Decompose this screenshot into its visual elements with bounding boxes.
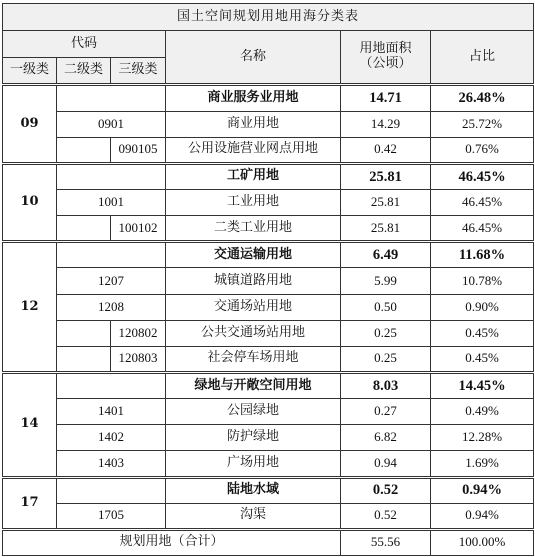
total-ratio: 100.00% <box>431 529 534 555</box>
title-row <box>3 4 534 31</box>
category-ratio: 11.68% <box>431 242 534 268</box>
category-name: 工矿用地 <box>166 163 341 189</box>
land-use-name: 交通场站用地 <box>166 294 341 320</box>
table-row <box>3 216 534 242</box>
table-row <box>3 425 534 451</box>
header-name: 名称 <box>166 31 341 85</box>
header-level3: 三级类 <box>111 58 166 85</box>
empty-code-cell <box>57 242 166 268</box>
header-ratio: 占比 <box>431 31 534 85</box>
empty-code-cell <box>57 372 166 398</box>
total-row <box>3 529 534 555</box>
level1-code: 14 <box>3 372 57 477</box>
category-area: 6.49 <box>341 242 431 268</box>
land-use-ratio: 0.90% <box>431 294 534 320</box>
land-use-name: 商业用地 <box>166 111 341 137</box>
land-use-area: 5.99 <box>341 268 431 294</box>
land-use-ratio: 10.78% <box>431 268 534 294</box>
land-use-ratio: 12.28% <box>431 425 534 451</box>
empty-code-cell <box>57 85 166 111</box>
category-area: 14.71 <box>341 85 431 111</box>
level2-code: 1001 <box>57 189 166 215</box>
land-use-area: 0.42 <box>341 137 431 163</box>
table-row <box>3 320 534 346</box>
land-use-ratio: 0.94% <box>431 503 534 529</box>
land-use-classification-table <box>2 3 534 556</box>
header-code: 代码 <box>3 31 166 58</box>
level2-code: 1705 <box>57 503 166 529</box>
table-row <box>3 268 534 294</box>
level1-code: 09 <box>3 85 57 163</box>
land-use-name: 防护绿地 <box>166 425 341 451</box>
category-row <box>3 163 534 189</box>
category-ratio: 46.45% <box>431 163 534 189</box>
land-use-area: 0.50 <box>341 294 431 320</box>
category-area: 25.81 <box>341 163 431 189</box>
land-use-name: 广场用地 <box>166 451 341 477</box>
level2-code: 1401 <box>57 399 166 425</box>
header-area-line2: （公顷） <box>359 56 412 72</box>
level2-code: 1208 <box>57 294 166 320</box>
land-use-ratio: 0.45% <box>431 320 534 346</box>
land-use-name: 公用设施营业网点用地 <box>166 137 341 163</box>
empty-code-cell <box>57 137 111 163</box>
level2-code: 0901 <box>57 111 166 137</box>
level2-code: 1403 <box>57 451 166 477</box>
category-name: 绿地与开敞空间用地 <box>166 372 341 398</box>
land-use-name: 二类工业用地 <box>166 216 341 242</box>
land-use-area: 6.82 <box>341 425 431 451</box>
category-area: 0.52 <box>341 477 431 503</box>
category-ratio: 0.94% <box>431 477 534 503</box>
table-row <box>3 346 534 372</box>
empty-code-cell <box>57 346 111 372</box>
land-use-area: 0.25 <box>341 320 431 346</box>
land-use-name: 公共交通场站用地 <box>166 320 341 346</box>
header-row-1 <box>3 31 534 58</box>
header-level1: 一级类 <box>3 58 57 85</box>
land-use-area: 25.81 <box>341 216 431 242</box>
level1-code: 10 <box>3 163 57 241</box>
land-use-ratio: 1.69% <box>431 451 534 477</box>
empty-code-cell <box>57 320 111 346</box>
empty-code-cell <box>57 163 166 189</box>
land-use-name: 公园绿地 <box>166 399 341 425</box>
category-row <box>3 242 534 268</box>
land-use-name: 沟渠 <box>166 503 341 529</box>
level1-code: 17 <box>3 477 57 529</box>
land-use-area: 25.81 <box>341 189 431 215</box>
header-area-line1: 用地面积 <box>359 41 412 57</box>
land-use-ratio: 0.45% <box>431 346 534 372</box>
land-use-area: 0.52 <box>341 503 431 529</box>
total-area: 55.56 <box>341 529 431 555</box>
category-ratio: 14.45% <box>431 372 534 398</box>
land-use-ratio: 0.49% <box>431 399 534 425</box>
land-use-name: 社会停车场用地 <box>166 346 341 372</box>
category-name: 商业服务业用地 <box>166 85 341 111</box>
land-use-ratio: 0.76% <box>431 137 534 163</box>
header-level2: 二级类 <box>57 58 111 85</box>
table-row <box>3 294 534 320</box>
table-row <box>3 189 534 215</box>
empty-code-cell <box>57 216 111 242</box>
category-ratio: 26.48% <box>431 85 534 111</box>
table-row <box>3 503 534 529</box>
category-row <box>3 477 534 503</box>
total-label: 规划用地（合计） <box>3 529 341 555</box>
level1-code: 12 <box>3 242 57 373</box>
table-title: 国土空间规划用地用海分类表 <box>3 4 534 31</box>
table-row <box>3 111 534 137</box>
level3-code: 120802 <box>111 320 166 346</box>
land-use-ratio: 46.45% <box>431 216 534 242</box>
level3-code: 090105 <box>111 137 166 163</box>
table-row <box>3 137 534 163</box>
land-use-ratio: 25.72% <box>431 111 534 137</box>
table-row <box>3 399 534 425</box>
category-name: 交通运输用地 <box>166 242 341 268</box>
category-name: 陆地水域 <box>166 477 341 503</box>
land-use-area: 14.29 <box>341 111 431 137</box>
table-row <box>3 451 534 477</box>
land-use-name: 城镇道路用地 <box>166 268 341 294</box>
category-row <box>3 85 534 111</box>
level3-code: 120803 <box>111 346 166 372</box>
category-row <box>3 372 534 398</box>
header-area <box>341 31 431 85</box>
land-use-area: 0.25 <box>341 346 431 372</box>
level2-code: 1402 <box>57 425 166 451</box>
empty-code-cell <box>57 477 166 503</box>
land-use-ratio: 46.45% <box>431 189 534 215</box>
level3-code: 100102 <box>111 216 166 242</box>
level2-code: 1207 <box>57 268 166 294</box>
land-use-area: 0.27 <box>341 399 431 425</box>
category-area: 8.03 <box>341 372 431 398</box>
land-use-area: 0.94 <box>341 451 431 477</box>
land-use-name: 工业用地 <box>166 189 341 215</box>
